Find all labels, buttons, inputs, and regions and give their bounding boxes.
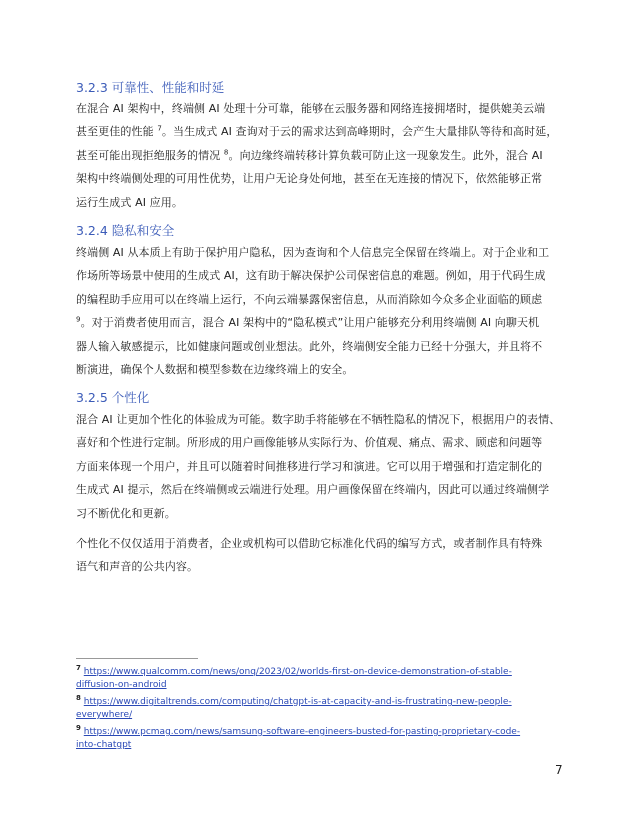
paragraph-reliability bbox=[76, 97, 568, 214]
footnote-link[interactable]: everywhere/ bbox=[76, 710, 133, 720]
text-line: 甚至更佳的性能 $^7$。当生成式 AI 查询对于云的需求达到高峰期时，会产生大量排队等待和高时延， bbox=[76, 124, 558, 139]
section-heading-privacy: 3.2.4 隐私和安全 bbox=[76, 223, 175, 238]
text-line: 器人输入敏感提示，比如健康问题或创业想法。此外，终端侧安全能力已经十分强大，并且将不 bbox=[76, 339, 543, 353]
footnote-ref[interactable]: 8 bbox=[223, 148, 229, 157]
section-heading-personalization: 3.2.5 个性化 bbox=[76, 390, 150, 405]
footnote-link[interactable]: diffusion-on-android bbox=[76, 680, 167, 690]
footnote-8: $^8$ https://www.digitaltrends.com/computing/chatgpt-is-at-capacity-and-is-frustrating-new-people- bbox=[76, 694, 512, 707]
text-line: 甚至可能出现拒绝服务的情况 $^8$。向边缘终端转移计算负载可防止这一现象发生。此外，混合 AI bbox=[76, 148, 543, 162]
footnote-link[interactable]: https://www.qualcomm.com/news/onq/2023/02/worlds-first-on-device-demonstration-of-stable- bbox=[83, 667, 512, 677]
text-line: 个性化不仅仅适用于消费者，企业或机构可以借助它标准化代码的编写方式，或者制作具有特殊 bbox=[76, 537, 543, 550]
text-line: 运行生成式 AI 应用。 bbox=[76, 195, 183, 209]
text-line: 架构中终端侧处理的可用性优势，让用户无论身处何地，甚至在无连接的情况下，依然能够正常 bbox=[76, 172, 543, 186]
footnote-9: $^9$ https://www.pcmag.com/news/samsung-software-engineers-busted-for-pasting-proprietary-code- bbox=[76, 724, 521, 737]
footnote-ref[interactable]: 7 bbox=[157, 124, 162, 133]
footnote-link[interactable]: https://www.digitaltrends.com/computing/chatgpt-is-at-capacity-and-is-frustrating-new-people- bbox=[83, 697, 512, 707]
footnote-link[interactable]: https://www.pcmag.com/news/samsung-software-engineers-busted-for-pasting-proprietary-code- bbox=[83, 727, 521, 737]
paragraph-personalization bbox=[76, 408, 568, 525]
footnote-link[interactable]: into-chatgpt bbox=[76, 740, 132, 750]
text-line: 混合 AI 让更加个性化的体验成为可能。数字助手将能够在不牺牲隐私的情况下，根据用户的表情、 bbox=[76, 413, 561, 426]
text-line: 断演进，确保个人数据和模型参数在边缘终端上的安全。 bbox=[76, 362, 354, 376]
footnote-divider bbox=[76, 658, 198, 659]
footnote-7: $^7$ https://www.qualcomm.com/news/onq/2023/02/worlds-first-on-device-demonstration-of-stable- bbox=[76, 664, 512, 677]
section-heading-reliability: 3.2.3 可靠性、性能和时延 bbox=[76, 80, 225, 95]
text-line: 喜好和个性进行定制。所形成的用户画像能够从实际行为、价值观、痛点、需求、顾虑和问题等 bbox=[76, 436, 543, 450]
footnotes bbox=[76, 662, 568, 752]
document-page bbox=[76, 0, 568, 828]
text-line: 生成式 AI 提示，然后在终端侧或云端进行处理。用户画像保留在终端内，因此可以通过终端侧学 bbox=[76, 483, 550, 497]
text-line: 作场所等场景中使用的生成式 AI，这有助于解决保护公司保密信息的难题。例如，用于代码生成 bbox=[76, 269, 546, 283]
footnote-ref[interactable]: 9 bbox=[76, 315, 81, 324]
text-line: 终端侧 AI 从本质上有助于保护用户隐私，因为查询和个人信息完全保留在终端上。对于企业和工 bbox=[76, 246, 550, 259]
text-line: 方面来体现一个用户，并且可以随着时间推移进行学习和演进。它可以用于增强和打造定制化的 bbox=[76, 459, 543, 473]
text-line: 语气和声音的公共内容。 bbox=[76, 560, 199, 574]
text-line: $^9$。对于消费者使用而言，混合 AI 架构中的“隐私模式”让用户能够充分利用终端侧 AI 向聊天机 bbox=[76, 315, 540, 330]
text-line: 习不断优化和更新。 bbox=[76, 506, 176, 520]
text-line: 在混合 AI 架构中，终端侧 AI 处理十分可靠，能够在云服务器和网络连接拥堵时，提供媲美云端 bbox=[76, 102, 546, 115]
text-line: 的编程助手应用可以在终端上运行，不向云端暴露保密信息，从而消除如今众多企业面临的顾虑 bbox=[76, 292, 543, 306]
paragraph-privacy bbox=[76, 241, 568, 381]
paragraph-personalization-extra bbox=[76, 532, 568, 579]
page-number: 7 bbox=[555, 763, 563, 777]
